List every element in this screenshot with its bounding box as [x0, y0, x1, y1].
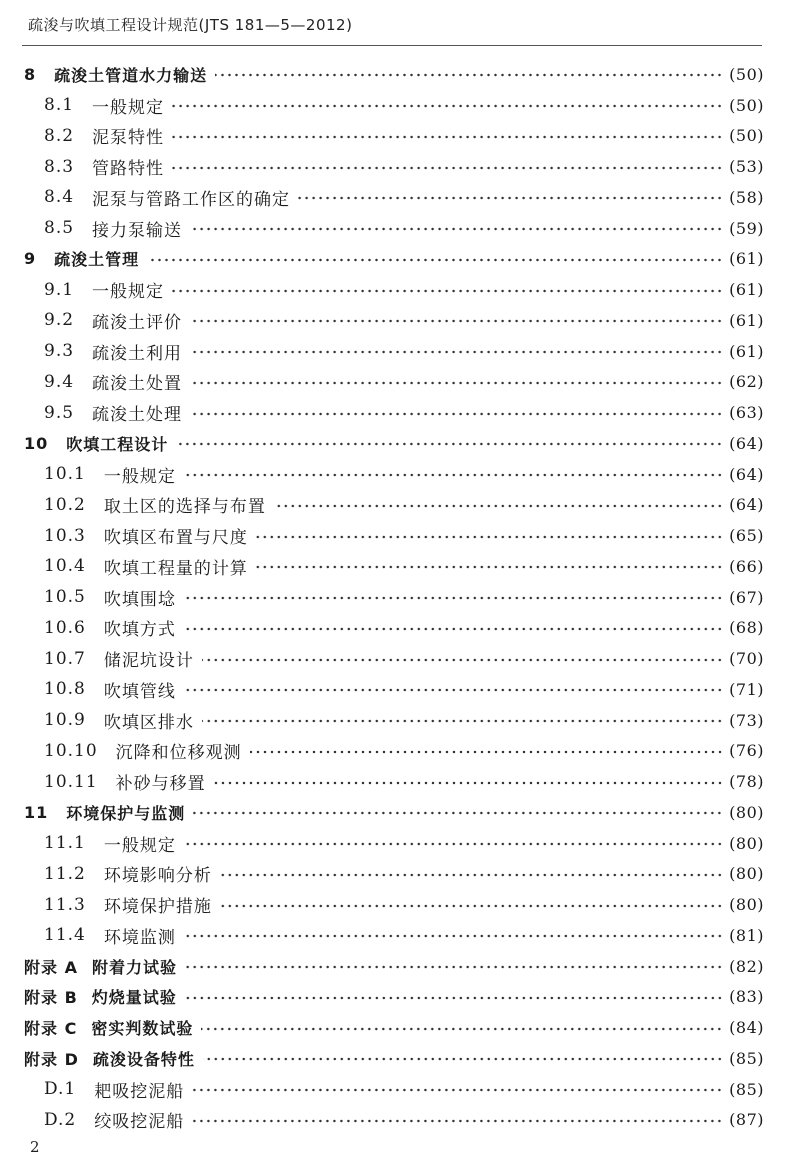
dot-leader: [250, 750, 723, 754]
dot-leader: [192, 1119, 723, 1123]
toc-chapter-entry[interactable]: [0, 1012, 790, 1043]
toc-chapter-entry[interactable]: [0, 59, 790, 90]
toc-section-entry[interactable]: [0, 582, 790, 613]
toc-entry-page: (50): [729, 64, 764, 84]
toc-entry-number: 10.3: [44, 525, 86, 546]
toc-entry-page: (80): [729, 864, 764, 884]
toc-entry-number: 9.5: [44, 402, 75, 423]
toc-chapter-entry[interactable]: [0, 244, 790, 275]
toc-entry-number: 11.2: [44, 863, 86, 884]
dot-leader: [298, 196, 723, 200]
toc-entry-page: (59): [729, 218, 764, 238]
toc-entry-title: 一般规定: [92, 282, 165, 303]
dot-leader: [184, 934, 723, 938]
toc-section-entry[interactable]: [0, 90, 790, 121]
toc-entry-title: 疏浚土利用: [92, 343, 183, 364]
running-header: 疏浚与吹填工程设计规范(JTS 181—5—2012): [28, 16, 353, 34]
toc-entry-page: (53): [729, 157, 764, 177]
dot-leader: [190, 350, 723, 354]
toc-entry-title: 吹填工程量的计算: [103, 558, 248, 579]
toc-section-entry[interactable]: [0, 367, 790, 398]
toc-entry-number: 9.4: [44, 371, 75, 392]
dot-leader: [202, 658, 723, 662]
dot-leader: [190, 319, 723, 323]
toc-entry-page: (61): [729, 341, 764, 361]
dot-leader: [184, 627, 723, 631]
toc-entry-title: 疏浚土管道水力输送: [54, 65, 208, 85]
toc-entry-title: 一般规定: [103, 835, 176, 856]
dot-leader: [215, 73, 723, 77]
toc-section-entry[interactable]: [0, 490, 790, 521]
toc-entry-page: (73): [729, 710, 764, 730]
dot-leader: [172, 104, 723, 108]
toc-entry-page: (76): [729, 741, 764, 761]
toc-entry-page: (78): [729, 772, 764, 792]
toc-entry-number: 附录 C: [24, 1019, 78, 1039]
toc-entry-title: 疏浚土处理: [92, 405, 183, 426]
toc-section-entry[interactable]: [0, 674, 790, 705]
toc-section-entry[interactable]: [0, 705, 790, 736]
toc-entry-title: 密实判数试验: [91, 1019, 194, 1039]
dot-leader: [184, 688, 723, 692]
toc-entry-title: 疏浚土评价: [92, 312, 183, 333]
toc-entry-number: 8.5: [44, 218, 75, 239]
table-of-contents: [0, 59, 790, 1135]
toc-entry-title: 环境影响分析: [103, 866, 212, 887]
toc-entry-title: 疏浚土管理: [54, 250, 140, 270]
dot-leader: [172, 289, 723, 293]
toc-entry-number: D.1: [44, 1079, 77, 1100]
toc-chapter-entry[interactable]: [0, 797, 790, 828]
toc-entry-title: 沉降和位移观测: [115, 743, 242, 764]
toc-section-entry[interactable]: [0, 1105, 790, 1136]
dot-leader: [220, 904, 723, 908]
toc-entry-title: 吹填区排水: [103, 712, 194, 733]
toc-entry-number: 9.2: [44, 310, 75, 331]
dot-leader: [201, 1027, 723, 1031]
toc-entry-title: 一般规定: [103, 466, 176, 487]
toc-entry-page: (50): [729, 95, 764, 115]
toc-section-entry[interactable]: [0, 121, 790, 152]
toc-entry-number: 附录 D: [24, 1049, 79, 1069]
toc-section-entry[interactable]: [0, 336, 790, 367]
dot-leader: [190, 381, 723, 385]
toc-entry-number: 附录 B: [24, 988, 78, 1008]
toc-entry-page: (87): [729, 1110, 764, 1130]
toc-chapter-entry[interactable]: [0, 951, 790, 982]
dot-leader: [185, 996, 723, 1000]
toc-entry-title: 吹填方式: [103, 620, 176, 641]
toc-entry-page: (61): [729, 280, 764, 300]
toc-entry-title: 灼烧量试验: [91, 988, 177, 1008]
toc-entry-page: (68): [729, 618, 764, 638]
toc-section-entry[interactable]: [0, 889, 790, 920]
toc-entry-number: 8.4: [44, 187, 75, 208]
toc-entry-number: 10.7: [44, 648, 86, 669]
toc-entry-title: 补砂与移置: [115, 774, 206, 795]
toc-entry-page: (62): [729, 372, 764, 392]
dot-leader: [274, 504, 723, 508]
dot-leader: [172, 135, 723, 139]
toc-entry-page: (80): [729, 833, 764, 853]
toc-entry-number: 8.2: [44, 125, 75, 146]
page-number: 2: [30, 1138, 40, 1156]
toc-entry-title: 环境保护与监测: [66, 803, 186, 823]
toc-section-entry[interactable]: [0, 859, 790, 890]
toc-chapter-entry[interactable]: [0, 428, 790, 459]
toc-entry-number: 11: [24, 802, 49, 822]
toc-entry-number: 11.1: [44, 833, 86, 854]
toc-entry-number: 10.2: [44, 494, 86, 515]
toc-entry-page: (85): [729, 1079, 764, 1099]
toc-entry-title: 环境监测: [103, 927, 176, 948]
toc-entry-page: (81): [729, 925, 764, 945]
dot-leader: [202, 719, 723, 723]
dot-leader: [184, 842, 723, 846]
dot-leader: [256, 535, 723, 539]
toc-entry-page: (61): [729, 249, 764, 269]
dot-leader: [192, 1088, 723, 1092]
toc-entry-number: 9.1: [44, 279, 75, 300]
toc-entry-title: 泥泵与管路工作区的确定: [92, 189, 291, 210]
toc-entry-title: 疏浚设备特性: [92, 1049, 195, 1069]
toc-entry-number: 10.4: [44, 556, 86, 577]
dot-leader: [193, 811, 723, 815]
toc-entry-number: 9: [24, 249, 37, 269]
toc-entry-page: (63): [729, 403, 764, 423]
toc-entry-page: (64): [729, 464, 764, 484]
toc-section-entry[interactable]: [0, 828, 790, 859]
toc-entry-title: 耙吸挖泥船: [94, 1081, 185, 1102]
toc-entry-number: 附录 A: [24, 957, 78, 977]
dot-leader: [256, 565, 723, 569]
dot-leader: [190, 227, 723, 231]
dot-leader: [190, 412, 723, 416]
toc-section-entry[interactable]: [0, 182, 790, 213]
toc-section-entry[interactable]: [0, 520, 790, 551]
toc-entry-page: (61): [729, 310, 764, 330]
toc-entry-page: (58): [729, 187, 764, 207]
toc-entry-page: (80): [729, 895, 764, 915]
toc-entry-number: 10: [24, 433, 49, 453]
toc-entry-page: (65): [729, 526, 764, 546]
toc-entry-page: (66): [729, 556, 764, 576]
toc-section-entry[interactable]: [0, 213, 790, 244]
dot-leader: [220, 873, 723, 877]
toc-section-entry[interactable]: [0, 151, 790, 182]
dot-leader: [147, 258, 723, 262]
toc-section-entry[interactable]: [0, 920, 790, 951]
toc-entry-number: 10.9: [44, 710, 86, 731]
toc-section-entry[interactable]: [0, 551, 790, 582]
toc-section-entry[interactable]: [0, 613, 790, 644]
toc-entry-title: 附着力试验: [91, 957, 177, 977]
dot-leader: [185, 965, 723, 969]
dot-leader: [214, 781, 723, 785]
toc-chapter-entry[interactable]: [0, 982, 790, 1013]
toc-section-entry[interactable]: [0, 274, 790, 305]
toc-entry-number: 11.4: [44, 925, 86, 946]
toc-entry-page: (64): [729, 433, 764, 453]
dot-leader: [184, 596, 723, 600]
dot-leader: [176, 442, 723, 446]
toc-entry-number: D.2: [44, 1109, 77, 1130]
toc-entry-title: 储泥坑设计: [103, 651, 194, 672]
toc-section-entry[interactable]: [0, 459, 790, 490]
toc-entry-number: 9.3: [44, 341, 75, 362]
toc-section-entry[interactable]: [0, 736, 790, 767]
toc-entry-number: 8.3: [44, 156, 75, 177]
toc-entry-title: 一般规定: [92, 97, 165, 118]
toc-entry-title: 吹填管线: [103, 681, 176, 702]
toc-entry-number: 10.11: [44, 771, 98, 792]
toc-section-entry[interactable]: [0, 397, 790, 428]
toc-entry-page: (83): [729, 987, 764, 1007]
toc-entry-title: 取土区的选择与布置: [103, 497, 266, 518]
toc-entry-page: (70): [729, 649, 764, 669]
toc-entry-number: 10.8: [44, 679, 86, 700]
toc-entry-title: 吹填围埝: [103, 589, 176, 610]
toc-entry-number: 10.1: [44, 464, 86, 485]
dot-leader: [172, 166, 723, 170]
dot-leader: [184, 473, 723, 477]
toc-entry-number: 8.1: [44, 95, 75, 116]
toc-entry-title: 管路特性: [92, 159, 165, 180]
toc-entry-page: (50): [729, 126, 764, 146]
toc-entry-title: 绞吸挖泥船: [94, 1112, 185, 1133]
toc-entry-number: 11.3: [44, 894, 86, 915]
toc-entry-number: 10.10: [44, 740, 98, 761]
toc-chapter-entry[interactable]: [0, 1043, 790, 1074]
toc-entry-title: 疏浚土处置: [92, 374, 183, 395]
toc-entry-number: 8: [24, 64, 37, 84]
toc-section-entry[interactable]: [0, 643, 790, 674]
toc-entry-title: 接力泵输送: [92, 220, 183, 241]
toc-entry-title: 吹填区布置与尺度: [103, 528, 248, 549]
dot-leader: [203, 1057, 723, 1061]
toc-entry-page: (64): [729, 495, 764, 515]
toc-entry-title: 环境保护措施: [103, 897, 212, 918]
header-rule: [22, 45, 762, 46]
toc-entry-page: (85): [729, 1048, 764, 1068]
toc-section-entry[interactable]: [0, 766, 790, 797]
toc-entry-page: (67): [729, 587, 764, 607]
toc-entry-page: (71): [729, 679, 764, 699]
toc-entry-title: 泥泵特性: [92, 128, 165, 149]
toc-section-entry[interactable]: [0, 1074, 790, 1105]
toc-section-entry[interactable]: [0, 305, 790, 336]
toc-entry-title: 吹填工程设计: [66, 434, 169, 454]
toc-entry-number: 10.5: [44, 587, 86, 608]
toc-entry-number: 10.6: [44, 617, 86, 638]
toc-entry-page: (84): [729, 1018, 764, 1038]
toc-entry-page: (80): [729, 802, 764, 822]
toc-entry-page: (82): [729, 956, 764, 976]
